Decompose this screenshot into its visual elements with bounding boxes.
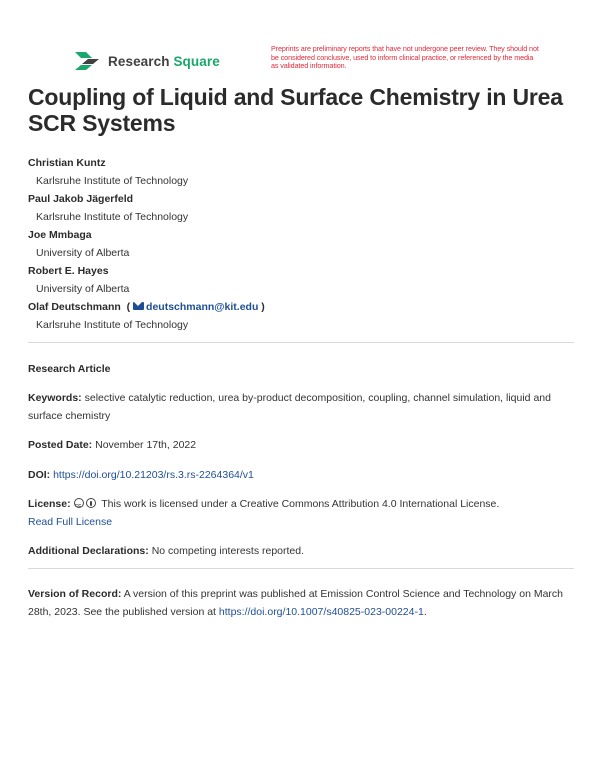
- corresponding-author-name: Olaf Deutschmann: [28, 301, 121, 313]
- divider: [28, 342, 574, 343]
- doi-label: DOI:: [28, 469, 51, 481]
- cc-icon: [74, 498, 84, 508]
- posted-date: [28, 436, 574, 454]
- author-name: [28, 298, 568, 316]
- author-name: Robert E. Hayes: [28, 265, 109, 277]
- author-list: [28, 154, 568, 334]
- research-square-logo[interactable]: [74, 47, 220, 75]
- author-name: Paul Jakob Jägerfeld: [28, 193, 134, 205]
- preprint-disclaimer: Preprints are preliminary reports that have not undergone peer review. They should not be considered conclusive, used to inform clinical practice, or referenced by the media as validated information.: [271, 44, 539, 71]
- author-item: [28, 190, 568, 226]
- license-label: License:: [28, 498, 71, 510]
- read-full-license-link[interactable]: Read Full License: [28, 516, 113, 528]
- author-affiliation: Karlsruhe Institute of Technology: [36, 175, 189, 187]
- keywords-label: Keywords:: [28, 392, 82, 404]
- attribution-icon: [86, 498, 96, 508]
- email-group: ( deutschmann@kit.edu ): [123, 301, 265, 313]
- additional-declarations: [28, 542, 574, 560]
- posted-date-label: Posted Date:: [28, 439, 93, 451]
- author-affiliation: University of Alberta: [36, 283, 130, 295]
- author-item: [28, 154, 568, 190]
- declarations-value: No competing interests reported.: [151, 545, 305, 557]
- version-of-record-text: A version of this preprint was published at Emission Control Science and Technology on March 28th, 2023. See the published version at: [28, 588, 563, 618]
- envelope-icon: [133, 302, 144, 310]
- sentence-end: .: [423, 606, 427, 618]
- author-affiliation: University of Alberta: [36, 247, 130, 259]
- author-item: [28, 298, 568, 334]
- keywords-value: selective catalytic reduction, urea by-product decomposition, coupling, channel simulation, liquid and surface chemistry: [28, 392, 551, 422]
- author-item: [28, 226, 568, 262]
- author-name: Christian Kuntz: [28, 157, 106, 169]
- published-version-link[interactable]: https://doi.org/10.1007/s40825-023-00224-1: [218, 606, 424, 618]
- page-title: Coupling of Liquid and Surface Chemistry in Urea SCR Systems: [28, 84, 563, 136]
- keywords: [28, 389, 574, 425]
- license: [28, 495, 574, 531]
- creative-commons-icons: [74, 498, 96, 508]
- author-affiliation: Karlsruhe Institute of Technology: [36, 319, 189, 331]
- author-affiliation: Karlsruhe Institute of Technology: [36, 211, 189, 223]
- article-type: Research Article: [28, 363, 111, 375]
- author-email-link[interactable]: deutschmann@kit.edu: [146, 301, 259, 313]
- logo-text: Research Square: [108, 53, 220, 69]
- doi: [28, 466, 574, 484]
- doi-link[interactable]: https://doi.org/10.21203/rs.3.rs-2264364/v1: [53, 469, 254, 481]
- author-name: Joe Mmbaga: [28, 229, 92, 241]
- version-of-record-label: Version of Record:: [28, 588, 122, 600]
- posted-date-value: November 17th, 2022: [95, 439, 197, 451]
- author-item: [28, 262, 568, 298]
- declarations-label: Additional Declarations:: [28, 545, 149, 557]
- research-square-logo-icon: [74, 50, 100, 72]
- license-text: This work is licensed under a Creative Commons Attribution 4.0 International License.: [101, 498, 500, 510]
- divider: [28, 568, 574, 569]
- version-of-record: [28, 585, 574, 621]
